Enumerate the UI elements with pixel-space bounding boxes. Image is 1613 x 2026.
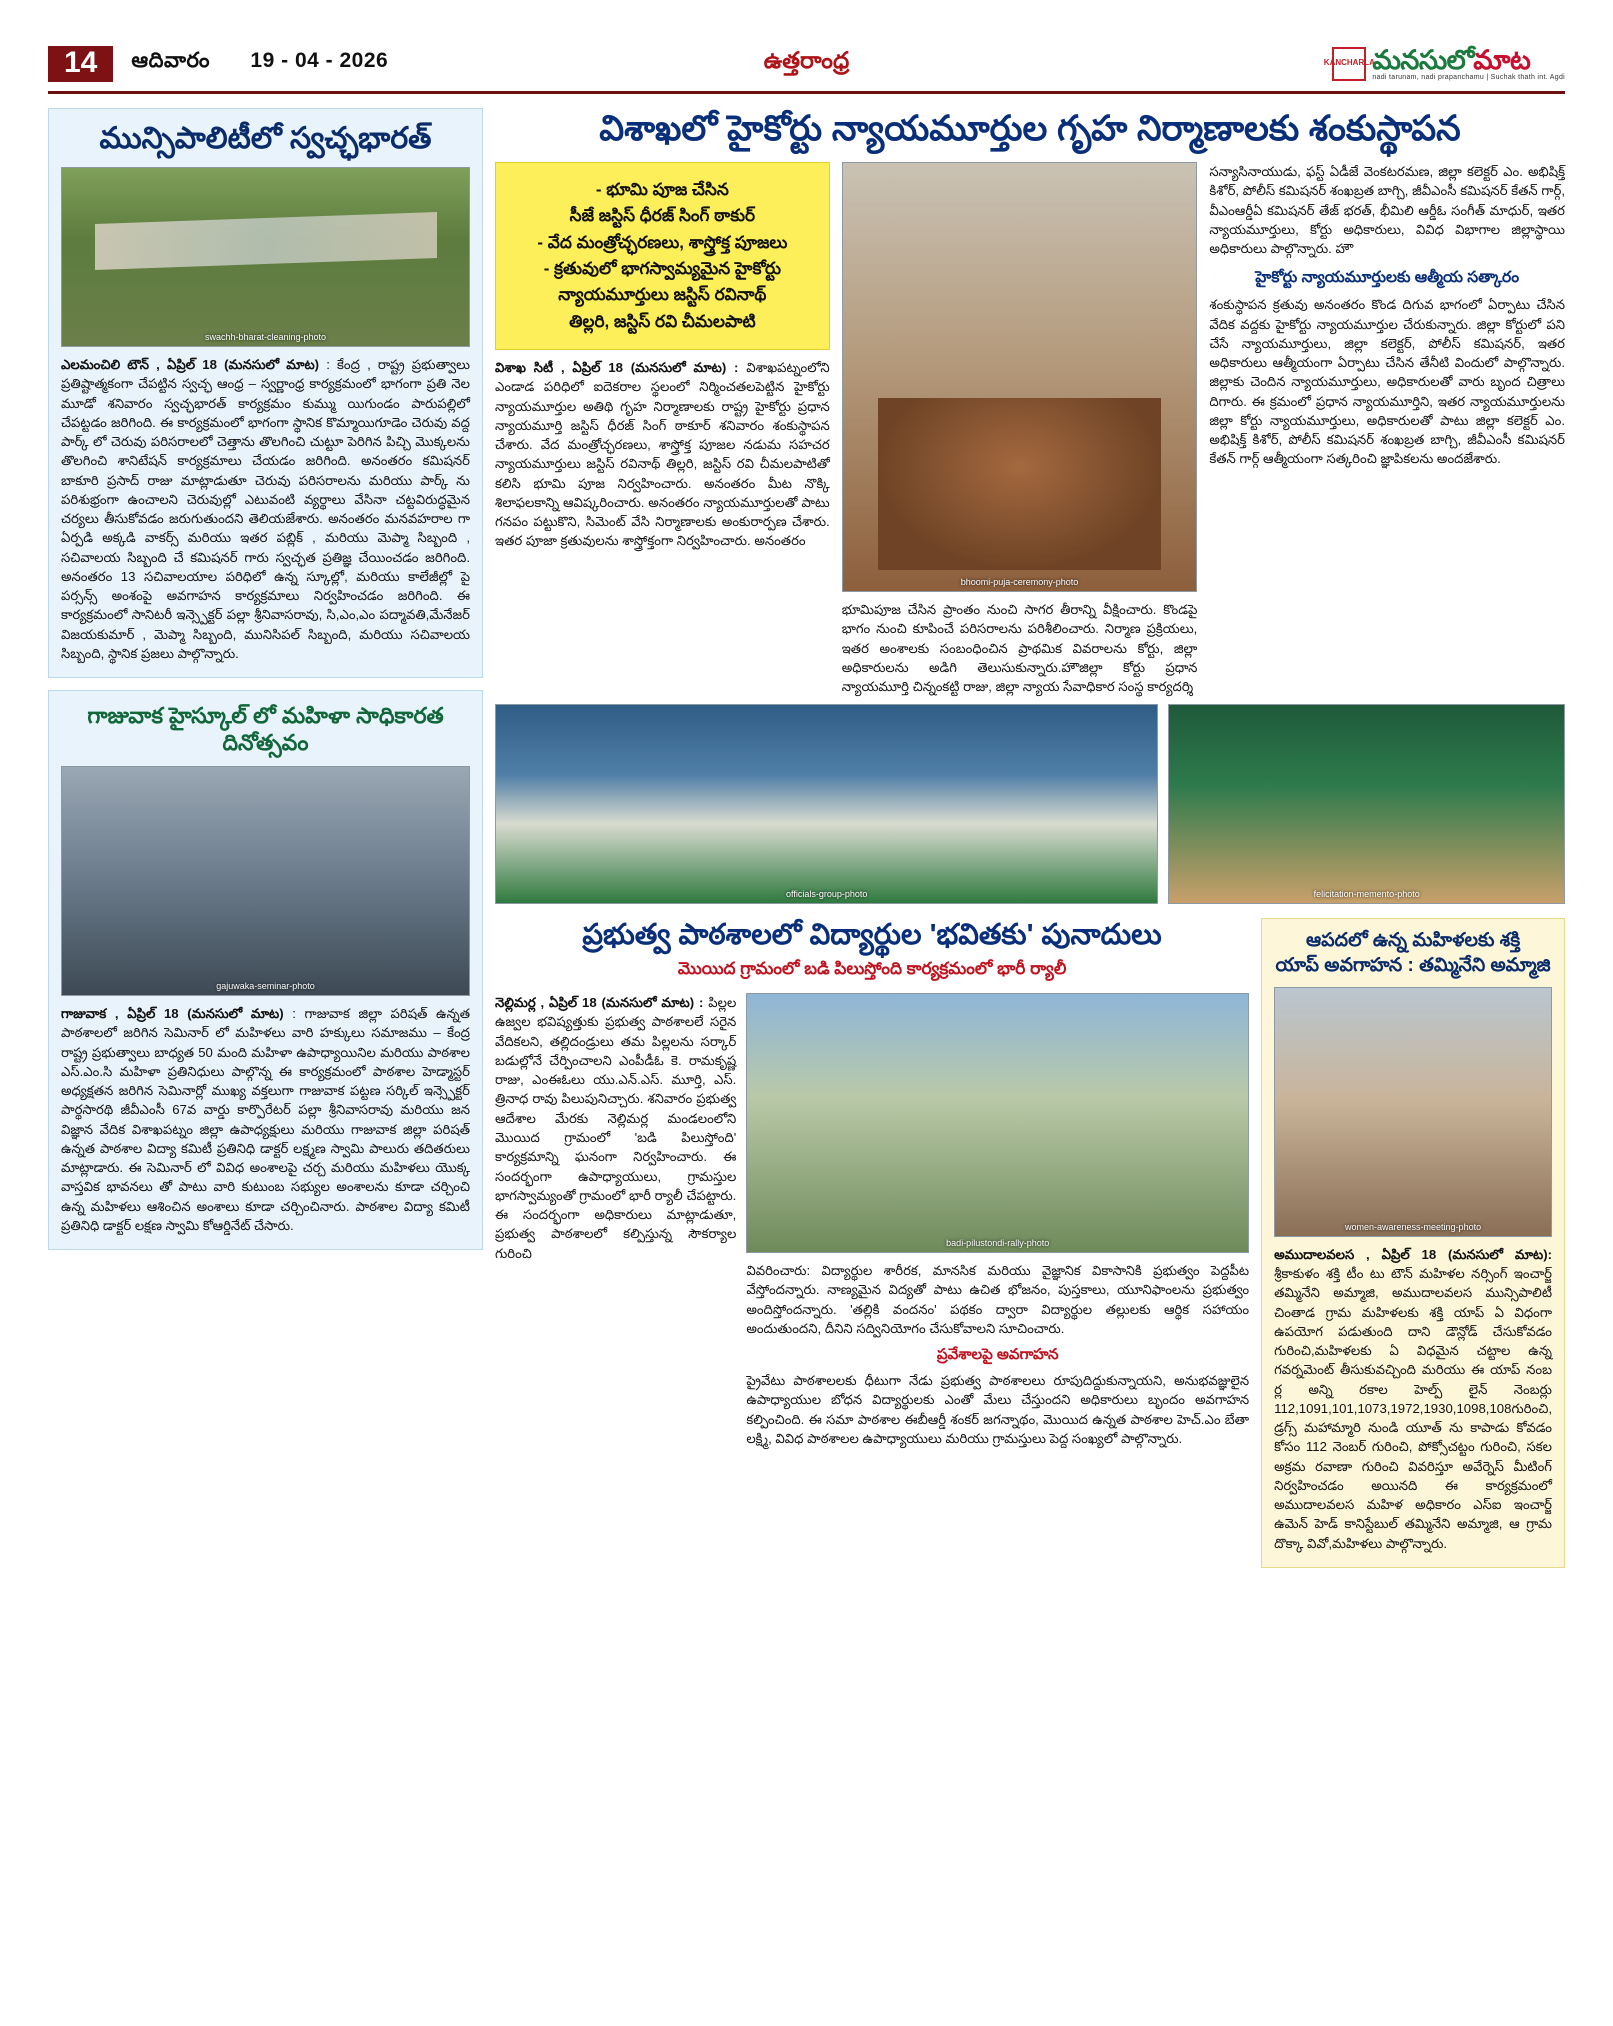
story-column-3b: శంకుస్థాపన క్రతువు అనంతరం కొండ దిగువ భాగంలో ఏర్పాటు చేసిన వేదిక వద్దకు హైకోర్టు న్యాయమూర్తుల చేరుకున్నారు. జిల్లా కోర్టులో పని చేసే న్యాయమూర్తులు, జిల్లా కలెక్టర్, పోలీస్ కమిషనర్, ఇతర అధికారులు ఆత్మీయంగా ఏర్పాటు చేసిన తేనీటి విందులో పాల్గొన్నారు. జిల్లాకు చెందిన న్యాయమూర్తులు, అధికారులతో వారు బృంద చిత్రాలు దిగారు. ఈ క్రమంలో ప్రధాన న్యాయమూర్తిని, ఇతర న్యాయమూర్తులను జిల్లా కోర్టు న్యాయమూర్తులు, అధికారులతో పాటు జిల్లా కలెక్టర్ ఎం. అభిషిక్త్ కిశోర్, పోలీస్ కమిషనర్ శంఖబ్రత బాగ్చి, జీవీఎంసీ కమిషనర్ కేతన్ గార్గ్ ఆత్మీయంగా సత్కరించి జ్ఞాపికలను అందజేశారు. <box>1209 297 1565 467</box>
story-swachh-bharat <box>48 108 483 678</box>
highlight-line: న్యాయమూర్తులు జస్టిస్ రవినాథ్ <box>558 285 767 305</box>
story-column-1 <box>495 993 736 1263</box>
story-photo-group <box>495 704 1158 904</box>
photo-caption: badi-pilustondi-rally-photo <box>946 1238 1050 1249</box>
story-dateline: నెల్లిమర్ల , ఏప్రిల్ 18 (మనసులో మాట) : <box>495 995 704 1011</box>
story-shakti-app <box>1261 918 1565 1568</box>
logo-title-part1: మనసులో <box>1372 44 1474 75</box>
highlight-line: తిల్లరి, జస్టిస్ రవి చీమలపాటి <box>569 311 756 331</box>
highlight-line: - వేద మంత్రోచ్ఛరణలు, శాస్త్రోక్త పూజలు <box>537 232 788 252</box>
story-subheadline: మొయిద గ్రామంలో బడి పిలుస్తోంది కార్యక్రమంలో భారీ ర్యాలీ <box>677 959 1067 979</box>
story-column-3: సన్యాసినాయుడు, ఫస్ట్ ఏడీజే వెంకటరమణ, జిల్లా కలెక్టర్ ఎం. అభిషిక్త్ కిశోర్, పోలీస్ కమిషనర్ శంఖబ్రత బాగ్చి, జీవీఎంసీ కమిషనర్ కేతన్ గార్గ్, వీఎంఆర్డీఏ కమిషనర్ తేజ్ భరత్, భీమిలి ఆర్డీఓ సంగీత్ మాధుర్, ఇతర న్యాయమూర్తులు, కోర్టు అధికారులు, వివిధ విభాగాల జిల్లాస్థాయి అధికారులు పాల్గొన్నారు. హౌ <box>1209 164 1565 257</box>
story-photo-felicitation <box>1168 704 1565 904</box>
photo-caption: felicitation-memento-photo <box>1313 889 1420 900</box>
story-body <box>61 1004 470 1235</box>
masthead-date-value: 19 - 04 - 2026 <box>250 49 389 72</box>
masthead <box>48 40 1565 94</box>
photo-caption: bhoomi-puja-ceremony-photo <box>960 577 1079 587</box>
story-body-text: : కేంద్ర , రాష్ట్ర ప్రభుత్వాలు ప్రతిష్టాత్మకంగా చేపట్టిన స్వచ్ఛ ఆంధ్ర – స్వర్ణాంధ్ర కార్యక్రమంలో భాగంగా ప్రతి నెల మూడో శనివారం స్వచ్ఛభారత్ కార్యక్రమం కుమ్ము యిగుండం పారుపల్లిలో చేపట్టడం జరిగింది. ఈ కార్యక్రమంలో భాగంగా స్థానిక కొమ్మాయిగూడెం చెరువు వద్ద పార్క్ లో చెరువు పరిసరాలలో చెత్తాను తొలగించి చుట్టూ పెరిగిన పిచ్చి మొక్కలను తొలగించి శానిటేషన్ కార్యక్రమాలు చేయడం జరిగింది. అనంతరం కమిషనర్ బాకూరి ప్రసాద్ రాజు మాట్లాడుతూ చెరువు పరిసరాలను మరియు పార్క్ ను పరిశుభ్రంగా ఉంచాలని చెరువుల్లో ఎటువంటి వ్యర్థాలు వేసినా చట్టవిరుద్ధమైన చర్యలు తీసుకోవడం జరుగుతుందని తెలియజేశారు. అనంతరం మనవహరాల గా ఏర్పడి అక్కడి వాకర్స్ మరియు ఇతర పబ్లిక్ , మరియు మెప్మా సిబ్బంది , సచివాలయ సిబ్బంది చే కమిషనర్ గారు స్వచ్ఛత ప్రతిజ్ఞ చేయించడం జరిగింది. అనంతరం 13 సచివాలయాల పరిధిలో ఉన్న స్కూల్లో, మరియు కాలేజీల్లో పై పర్సన్స్ అంశంపై అవగాహన కార్యక్రమాలు నిర్వహించడం జరిగింది. ఈ కార్యక్రమంలో సానిటరీ ఇన్స్పెక్టర్ పల్లా శ్రీనివాసరావు, సి,ఎం,ఎం పద్మావతి,మేనేజర్ విజయకుమార్ , మెప్మా సిబ్బంది, మునిసిపల్ సిబ్బంది, మరియు సచివాలయ సిబ్బంది, స్థానిక ప్రజలు పాల్గొన్నారు. <box>61 357 470 661</box>
photo-caption: women-awareness-meeting-photo <box>1345 1221 1482 1232</box>
masthead-edition: ఉత్తరాంధ్ర <box>763 47 850 73</box>
story-headline-line2: యాప్ అవగాహన : తమ్మినేని అమ్మాజి <box>1275 955 1551 977</box>
highlight-line: సీజే జస్టిస్ ధీరజ్ సింగ్ ఠాకుర్ <box>569 206 756 226</box>
story-high-court-foundation <box>495 108 1565 904</box>
story-body-text: విశాఖపట్నంలోని ఎండాడ పరిధిలో ఐదెకరాల స్థలంలో నిర్మించతలపెట్టిన హైకోర్టు న్యాయమూర్తుల అతిథి గృహ నిర్మాణాలకు రాష్ట్ర హైకోర్టు ప్రధాన న్యాయమూర్తి జస్టిస్ ధీరజ్ సింగ్ ఠాకూర్ శనివారం శంకుస్థాపన చేశారు. వేద మంత్రోచ్ఛరణలు, శాస్త్రోక్త పూజల నడుమ సహచర న్యాయమూర్తులు జస్టిస్ రవినాథ్ తిల్లరి, జస్టిస్ రవి చీమలపాటితో కలిసి భూమి పూజ నిర్వహించారు. అనంతరం మీట నొక్కి శిలాఫలకాన్ని ఆవిష్కరించారు. అనంతరం న్యాయమూర్తులతో పాటు గనపం పట్టుకొని, సిమెంట్ వేసి నిర్మాణాలకు అంకురార్పణ చేశారు. ఇతర పూజా క్రతువులను శాస్త్రోక్తంగా నిర్వహించారు. అనంతరం <box>495 360 830 549</box>
story-column-2b: ప్రైవేటు పాఠశాలలకు ధీటుగా నేడు ప్రభుత్వ పాఠశాలలు రూపుదిద్దుకున్నాయని, అనుభవజ్ఞులైన ఉపాధ్యాయుల బోధన విద్యార్థులకు ఎంతో మేలు చేస్తుందని అధికారులు బృందం అవగాహన కల్పించింది. ఈ సమా పాఠశాల ఈబీఆర్డీ శంకర్ జగన్నాథం, మొయిద ఉన్నత పాఠశాల హెచ్.ఎం బేతా లక్ష్మి, వివిధ పాఠశాలల ఉపాధ్యాయులు మరియు గ్రామస్తులు పెద్ద సంఖ్యలో పాల్గొన్నారు. <box>746 1373 1250 1446</box>
story-headline: గాజువాక హైస్కూల్ లో మహిళా సాధికారత దినోత్సవం <box>87 703 444 755</box>
story-column-2: వివరించారు: విద్యార్థుల శారీరక, మానసిక మరియు వైజ్ఞానిక వికాసానికి ప్రభుత్వం పెద్దపీట వేస్తోందన్నారు. నాణ్యమైన విద్యతో పాటు ఉచిత భోజనం, పుస్తకాలు, యూనిఫాంలను ప్రభుత్వం అందిస్తోందన్నారు. 'తల్లికి వందనం' పథకం ద్వారా విద్యార్థుల తల్లులకు ఆర్థిక సహాయం అందుతుందని, దీనిని సద్వినియోగం చేసుకోవాలని సూచించారు. <box>746 1263 1250 1336</box>
masthead-day-label: ఆదివారం <box>131 49 211 72</box>
logo-tagline: nadi tarunam, nadi prapanchamu | Suchak thath int. Agdi <box>1372 73 1565 81</box>
story-gajuwaka-seminar <box>48 690 483 1250</box>
story-body <box>1274 1245 1552 1553</box>
highlight-line: - క్రతువులో భాగస్వామ్యమైన హైకోర్టు <box>543 259 782 279</box>
story-column-1 <box>495 358 830 551</box>
story-subheadline-2: ప్రవేశాలపై అవగాహన <box>936 1346 1059 1364</box>
logo-title-part2: మాట <box>1473 44 1531 75</box>
story-photo <box>61 167 470 347</box>
story-subheadline: హైకోర్టు న్యాయమూర్తులకు ఆత్మీయ సత్కారం <box>1255 269 1520 287</box>
story-column-2: భూమిపూజ చేసిన ప్రాంతం నుంచి సాగర తీరాన్ని వీక్షించారు. కొండపై భాగం నుంచి కూపించే పరిసరాలను పరిశీలించారు. నిర్మాణ ప్రక్రియలు, ఇతర అంశాలకు సంబంధించిన ప్రాథమిక వివరాలను కోర్టు, జిల్లా అధికారులను అడిగి తెలుసుకున్నారు.హౌజిల్లా కోర్టు ప్రధాన న్యాయమూర్తి చిన్నంకట్టి రాజు, జిల్లా న్యాయ సేవాధికార సంస్థ కార్యదర్శి <box>841 602 1198 695</box>
story-body <box>61 355 470 663</box>
page-number: 14 <box>48 46 113 82</box>
highlight-line: - భూమి పూజ చేసిన <box>595 180 729 199</box>
story-headline <box>1274 929 1552 978</box>
story-photo-main <box>842 162 1198 592</box>
story-body-text: పిల్లల ఉజ్వల భవిష్యత్తుకు ప్రభుత్వ పాఠశాలలే సరైన వేదికలని, తల్లిదండ్రులు తమ పిల్లలను సర్కార్ బడుల్లోనే చేర్పించాలని ఎంపీడీఓ కె. రామకృష్ణ రాజు, ఎంఈఓలు యు.ఎన్.ఎస్. మూర్తి, ఎస్. త్రినాధ రావు పిలుపునిచ్చారు. శనివారం ప్రభుత్వ ఆదేశాల మేరకు నెల్లిమర్ల మండలంలోని మొయిద గ్రామంలో 'బడి పిలుస్తోంది' కార్యక్రమాన్ని ఘనంగా నిర్వహించారు. ఈ సందర్భంగా ఉపాధ్యాయులు, గ్రామస్తుల భాగస్వామ్యంతో గ్రామంలో భారీ ర్యాలీ చేపట్టారు. ఈ సందర్భంగా అధికారులు మాట్లాడుతూ, ప్రభుత్వ పాఠశాలలో కల్పిస్తున్న సౌకర్యాల గురించి <box>495 995 737 1261</box>
story-dateline: అముదాలవలస , ఏప్రిల్ 18 (మనసులో మాట): <box>1274 1246 1552 1262</box>
story-dateline: ఎలమంచిలి టౌన్ , ఏప్రిల్ 18 (మనసులో మాట) <box>61 357 320 372</box>
story-dateline: గాజువాక , ఏప్రిల్ 18 (మనసులో మాట) <box>61 1006 284 1022</box>
story-school-rally <box>495 918 1249 1448</box>
story-body-text: : గాజువాక జిల్లా పరిషత్ ఉన్నత పాఠశాలలో జరిగిన సెమినార్ లో మహిళలు వారి హక్కులు సమాజము – కేంద్ర రాష్ట్ర ప్రభుత్వాలు బాధ్యత 50 మంది మహిళా ఉపాధ్యాయినిల మరియు పాఠశాల ఎస్.ఎం.సి మహిళా ప్రతినిధులు పాల్గొన్న ఈ కార్యక్రమంలో పాఠశాల హెడ్మాస్టర్ అధ్యక్షతన జరిగిన సెమినార్లో ముఖ్య వక్తలుగా గాజువాక పట్టణ సర్కిల్ ఇన్స్పెక్టర్ పార్థసారథి జీవీఎంసీ 67వ వార్డు కార్పొరేటర్ పల్లా శ్రీనివాసరావు మరియు జన విజ్ఞాన వేదిక విశాఖపట్నం జిల్లా ఉపాధ్యక్షులు మరియు గాజువాక జిల్లా పరిషత్ ఉన్నత పాఠశాల విద్యా కమిటీ ప్రతినిధి డాక్టర్ లక్ష్మణ స్వామి పాలురు తదితరులు మాట్లాడారు. ఈ సెమినార్ లో వివిధ అంశాలపై చర్చ మరియు మహిళలు యొక్క వాస్తవిక భావనలు తో పాటు వారి కుటుంబ సభ్యుల అంశాలను కూడా చర్చించి ఉన్న మహిళలు ఆశించిన అంశాలు కూడా చర్చించినారు. పాఠశాల విద్యా కమిటీ ప్రతినిధి డాక్టర్ లక్షణ స్వామి కోఆర్డినేట్ చేసారు. <box>61 1006 470 1233</box>
story-headline: మున్సిపాలిటీలో స్వచ్ఛభారత్ <box>99 122 432 155</box>
story-photo <box>61 766 470 996</box>
story-body-text: శ్రీకాకుళం శక్తి టీం టు టౌన్ మహిళల నర్సింగ్ ఇంచార్జ్ తమ్మినేని అమ్మాజి, అముదాలవలస మున్సిపాలిటీ చింతాడ గ్రామ మహిళలకు శక్తి యాప్ ఏ విధంగా ఉపయోగ పడుతుంది దాని డౌన్లోడ్ చేసుకోవడం గురించి,మహిళలకు ఏ విధమైన చట్టాల ఉన్న గవర్నమెంట్ తీసుకువచ్చింది మరియు ఈ యాప్ నంబ ర్ల అన్ని రకాల హెల్ప్ లైన్ నెంబర్లు 112,1091,101,1073,1972,1930,1098,108గురించి, డ్రగ్స్ మహామ్మారి నుండి యూత్ ను కాపాడు కోవడం కోసం 112 నెంబర్ గురించి, పోక్సోచట్టం గురించి, సకల అక్రమ రవాణా గురించి వివరిస్తూ అవేర్నెస్ మీటింగ్ నిర్వహించడం అయినది ఈ కార్యక్రమంలో అముదాలవలస మహిళ అధికారం ఎస్ఐ ఇంచార్జ్ ఉమెన్ హెడ్ కానిస్టేబుల్ తమ్మినేని అమ్మాజి, ఆ గ్రామ దొక్కా వివో,మహిళలు పాల్గొన్నారు. <box>1274 1265 1552 1551</box>
story-headline: ప్రభుత్వ పాఠశాలలో విద్యార్థుల 'భవితకు' పునాదులు <box>582 919 1162 952</box>
photo-caption: officials-group-photo <box>786 889 868 900</box>
photo-caption: gajuwaka-seminar-photo <box>216 981 315 992</box>
logo-mark-icon: KANCHARLA <box>1332 47 1366 81</box>
story-highlight-box <box>495 162 830 350</box>
story-photo <box>1274 987 1552 1237</box>
story-photo <box>746 993 1249 1253</box>
photo-caption: swachh-bharat-cleaning-photo <box>204 332 327 342</box>
story-headline-line1: ఆపదలో ఉన్న మహిళలకు శక్తి <box>1305 930 1521 952</box>
story-headline: విశాఖలో హైకోర్టు న్యాయమూర్తుల గృహ నిర్మాణాలకు శంకుస్థాపన <box>599 109 1461 148</box>
story-dateline: విశాఖ సిటీ , ఏప్రిల్ 18 (మనసులో మాట) : <box>495 360 739 376</box>
